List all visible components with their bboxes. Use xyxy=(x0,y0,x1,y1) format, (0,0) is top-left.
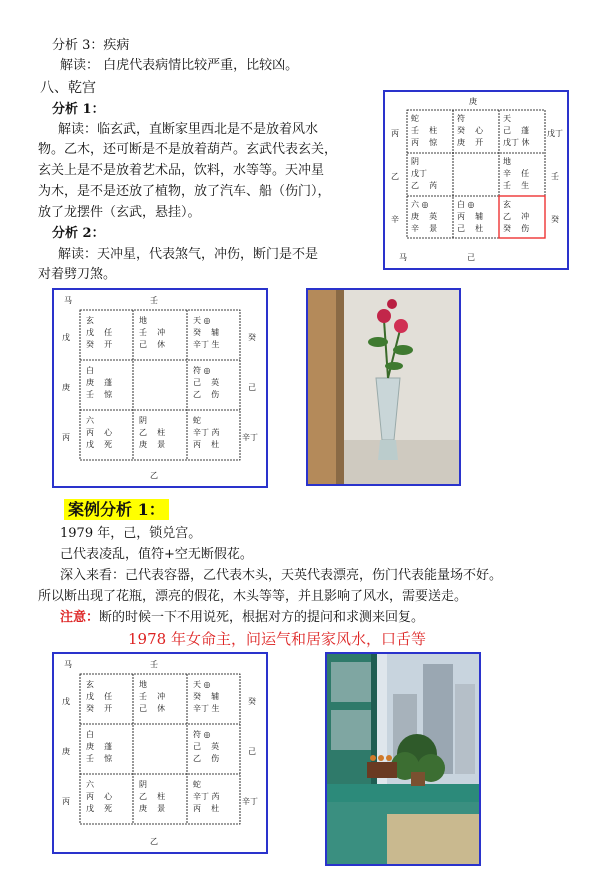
analysis3-reading: 解读： 白虎代表病情比较严重，比较凶。 xyxy=(60,58,299,73)
chart-right-label: 己 xyxy=(248,383,256,392)
chart-left-label: 丙 xyxy=(62,433,70,442)
chart-right-label: 癸 xyxy=(248,333,256,342)
analysis1-line: 放了龙摆件（玄武，悬挂）。 xyxy=(38,205,201,220)
chart-top-label: 壬 xyxy=(150,296,158,305)
chart-top-label: 马 xyxy=(64,296,72,305)
analysis2-line: 对着劈刀煞。 xyxy=(38,267,117,282)
chart-right-label: 辛丁 xyxy=(242,433,258,442)
case1-note xyxy=(60,608,424,628)
palace-cell: 玄 戊 任 癸 开 xyxy=(86,316,113,349)
palace-cell: 蛇 辛丁 芮 丙 杜 xyxy=(193,780,220,813)
analysis1-line: 解读：临玄武，直断家里西北是不是放着风水 xyxy=(58,122,319,137)
qimen-chart-middle xyxy=(52,288,268,488)
palace-cell: 蛇 辛丁 芮 丙 杜 xyxy=(193,416,220,449)
qimen-chart-top xyxy=(383,90,569,270)
analysis2-line: 解读：天冲星，代表煞气，冲伤，断门是不是 xyxy=(58,247,319,262)
palace-cell: 玄 戊 任 癸 开 xyxy=(86,680,113,713)
case-red-title: 1978 年女命主，问运气和居家风水，口舌等 xyxy=(128,630,426,648)
case1-line: 己代表凌乱，值符+空无断假花。 xyxy=(60,547,253,562)
chart-right-label: 癸 xyxy=(551,215,559,224)
chart-left-label: 戊 xyxy=(62,697,70,706)
chart-right-label: 戊丁 xyxy=(547,129,563,138)
chart-right-label: 癸 xyxy=(248,697,256,706)
analysis1-title: 分析 1： xyxy=(52,102,105,117)
palace-cell: 天 ◎ 癸 辅 辛丁 生 xyxy=(193,316,220,349)
section-line-analysis3: 分析 3：疾病 xyxy=(52,38,130,53)
case1-line: 1979 年，己，锁兑宫。 xyxy=(60,526,202,541)
palace-cell: 地 壬 冲 己 休 xyxy=(139,680,166,713)
palace-cell: 天 己 蓬 戊丁 休 xyxy=(503,114,530,147)
chart-left-label: 乙 xyxy=(391,172,399,181)
palace-cell: 天 ◎ 癸 辅 辛丁 生 xyxy=(193,680,220,713)
palace-cell: 六 丙 心 戊 死 xyxy=(86,780,113,813)
analysis2-title: 分析 2： xyxy=(52,226,105,241)
palace-cell: 符 ◎ 己 英 乙 伤 xyxy=(193,730,220,763)
palace-cell: 地 壬 冲 己 休 xyxy=(139,316,166,349)
analysis1-line: 物。乙木，还可断是不是放着葫芦。玄武代表玄关， xyxy=(38,142,338,157)
note-label: 注意： xyxy=(60,610,100,625)
chart-right-label: 辛丁 xyxy=(242,797,258,806)
palace-cell: 六 ◎ 庚 英 辛 景 xyxy=(411,200,438,233)
chart-bottom-label: 马 xyxy=(399,253,407,262)
qimen-chart-bottom xyxy=(52,652,268,854)
palace-cell: 符 ◎ 己 英 乙 伤 xyxy=(193,366,220,399)
chart-top-label: 庚 xyxy=(469,97,477,106)
palace-cell: 蛇 壬 柱 丙 惊 xyxy=(411,114,438,147)
chart-right-label: 壬 xyxy=(551,172,559,181)
note-text: 断的时候一下不用说死，根据对方的提问和求测来回复。 xyxy=(99,610,425,625)
chart-left-label: 庚 xyxy=(62,747,70,756)
chart-left-label: 丙 xyxy=(62,797,70,806)
chart-bottom-label: 己 xyxy=(467,253,475,262)
palace-cell: 阴 乙 柱 庚 景 xyxy=(139,780,166,813)
chart-bottom-label: 乙 xyxy=(150,471,158,480)
palace-cell: 白 庚 蓬 壬 惊 xyxy=(86,730,113,763)
window-photo-illustration xyxy=(327,654,479,864)
photo-window-plants xyxy=(325,652,481,866)
vase-photo-illustration xyxy=(308,290,459,484)
heading-qian-palace: 八、乾宫 xyxy=(40,80,96,96)
palace-cell: 地 辛 任 壬 生 xyxy=(503,157,530,190)
chart-top-label: 马 xyxy=(64,660,72,669)
chart-top-label: 壬 xyxy=(150,660,158,669)
chart-left-label: 丙 xyxy=(391,129,399,138)
chart-right-label: 己 xyxy=(248,747,256,756)
analysis1-line: 为木，是不是还放了植物，放了汽车、船（伤门）， xyxy=(38,184,331,199)
chart-left-label: 戊 xyxy=(62,333,70,342)
palace-cell: 阴 戊丁 乙 芮 xyxy=(411,157,438,190)
palace-cell: 白 庚 蓬 壬 惊 xyxy=(86,366,113,399)
palace-cell: 符 癸 心 庚 开 xyxy=(457,114,484,147)
case1-title xyxy=(64,497,169,520)
chart-left-label: 庚 xyxy=(62,383,70,392)
chart-left-label: 辛 xyxy=(391,215,399,224)
photo-vase-flowers xyxy=(306,288,461,486)
case1-title-text: 案例分析 1： xyxy=(64,499,169,520)
analysis1-line: 玄关上是不是放着艺术品，饮料，水等等。天冲星 xyxy=(38,163,325,178)
chart-bottom-label: 乙 xyxy=(150,837,158,846)
case1-line: 深入来看：己代表容器，乙代表木头，天英代表漂亮，伤门代表能量场不好。 xyxy=(60,568,503,583)
palace-cell: 阴 乙 柱 庚 景 xyxy=(139,416,166,449)
case1-line: 所以断出现了花瓶，漂亮的假花，木头等等，并且影响了风水，需要送走。 xyxy=(38,589,468,604)
palace-cell: 白 ◎ 丙 辅 己 杜 xyxy=(457,200,484,233)
palace-cell: 玄 乙 冲 癸 伤 xyxy=(503,200,530,233)
palace-cell: 六 丙 心 戊 死 xyxy=(86,416,113,449)
